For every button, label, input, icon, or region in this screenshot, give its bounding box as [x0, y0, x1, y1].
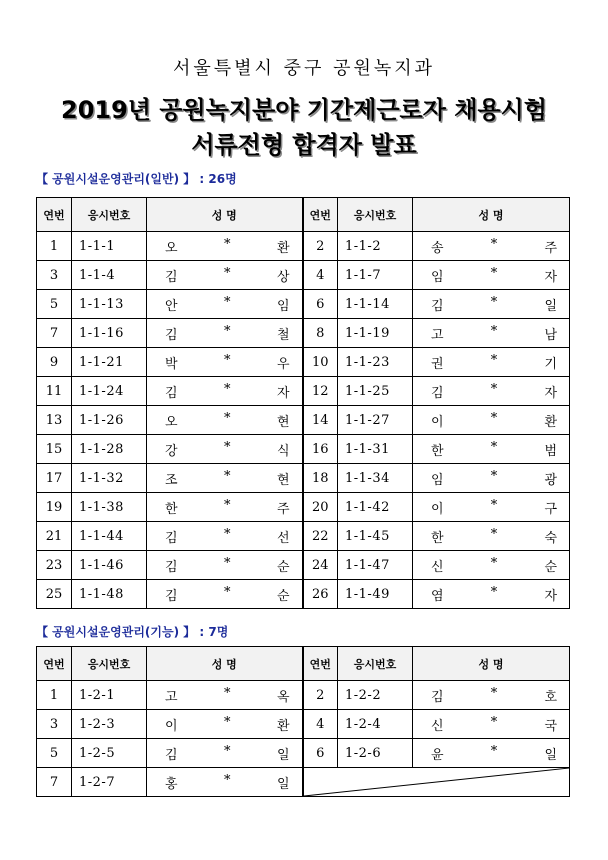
name-given: 선: [276, 530, 290, 546]
name-given: 남: [544, 327, 557, 343]
name-given: 환: [276, 718, 290, 734]
serial-number: 7: [37, 319, 72, 348]
name-given: 우: [276, 356, 290, 372]
applicant-name: [147, 551, 303, 580]
serial-number: 3: [37, 261, 72, 290]
name-given: 자: [544, 588, 557, 604]
exam-number: 1-2-1: [72, 681, 147, 710]
exam-number: 1-1-31: [338, 435, 413, 464]
header-name: 성 명: [147, 198, 303, 232]
empty-cell: [303, 768, 570, 797]
name-surname: 오: [165, 240, 178, 256]
exam-number: 1-1-47: [338, 551, 413, 580]
serial-number: 20: [303, 493, 338, 522]
exam-number: 1-1-13: [72, 290, 147, 319]
name-given: 순: [544, 559, 557, 575]
exam-number: 1-1-24: [72, 377, 147, 406]
name-given: 순: [276, 559, 290, 575]
exam-number: 1-1-1: [72, 232, 147, 261]
exam-number: 1-1-32: [72, 464, 147, 493]
header-name: 성 명: [147, 647, 303, 681]
applicant-name: [413, 522, 570, 551]
name-mask: *: [224, 526, 231, 542]
serial-number: 2: [303, 681, 338, 710]
header-no: 연번: [37, 647, 72, 681]
table-row: [37, 290, 570, 319]
serial-number: 19: [37, 493, 72, 522]
serial-number: 4: [303, 710, 338, 739]
header-exam-no: 응시번호: [338, 647, 413, 681]
serial-number: 26: [303, 580, 338, 609]
header-exam-no: 응시번호: [72, 647, 147, 681]
serial-number: 2: [303, 232, 338, 261]
name-mask: *: [224, 714, 231, 730]
applicant-name: [413, 739, 570, 768]
name-surname: 오: [165, 414, 178, 430]
name-mask: *: [224, 685, 231, 701]
table-row: [37, 522, 570, 551]
applicant-name: [147, 319, 303, 348]
name-mask: *: [224, 743, 231, 759]
name-surname: 한: [431, 530, 444, 546]
exam-number: 1-1-49: [338, 580, 413, 609]
header-no: 연번: [37, 198, 72, 232]
name-surname: 임: [431, 269, 444, 285]
name-surname: 김: [165, 385, 178, 401]
table-row: [37, 580, 570, 609]
applicant-name: [413, 377, 570, 406]
serial-number: 23: [37, 551, 72, 580]
applicant-name: [147, 377, 303, 406]
serial-number: 22: [303, 522, 338, 551]
exam-number: 1-2-7: [72, 768, 147, 797]
name-surname: 염: [431, 588, 444, 604]
name-given: 옥: [276, 689, 290, 705]
applicant-name: [147, 522, 303, 551]
name-surname: 이: [431, 414, 444, 430]
exam-number: 1-1-14: [338, 290, 413, 319]
exam-number: 1-1-4: [72, 261, 147, 290]
name-mask: *: [490, 381, 498, 397]
table-row: [37, 493, 570, 522]
serial-number: 9: [37, 348, 72, 377]
name-surname: 김: [165, 530, 178, 546]
name-given: 환: [276, 240, 290, 256]
applicant-name: [147, 768, 303, 797]
serial-number: 5: [37, 739, 72, 768]
name-given: 광: [544, 472, 557, 488]
exam-number: 1-1-23: [338, 348, 413, 377]
exam-number: 1-1-7: [338, 261, 413, 290]
serial-number: 7: [37, 768, 72, 797]
name-mask: *: [490, 294, 498, 310]
applicant-name: [147, 739, 303, 768]
table-row: [37, 232, 570, 261]
exam-number: 1-1-2: [338, 232, 413, 261]
name-mask: *: [224, 381, 231, 397]
exam-number: 1-1-21: [72, 348, 147, 377]
exam-number: 1-1-38: [72, 493, 147, 522]
applicant-name: [413, 261, 570, 290]
serial-number: 16: [303, 435, 338, 464]
name-mask: *: [490, 526, 498, 542]
applicant-name: [413, 319, 570, 348]
name-mask: *: [224, 352, 231, 368]
results-table-general: [36, 197, 570, 609]
name-surname: 송: [431, 240, 444, 256]
name-mask: *: [490, 743, 498, 759]
serial-number: 11: [37, 377, 72, 406]
exam-number: 1-1-34: [338, 464, 413, 493]
name-surname: 윤: [431, 747, 444, 763]
name-surname: 김: [431, 385, 444, 401]
name-surname: 김: [165, 747, 178, 763]
name-given: 상: [276, 269, 290, 285]
section-label-skilled: 【 공원시설운영관리(기능) 】 : 7명: [36, 625, 229, 639]
name-given: 식: [276, 443, 290, 459]
name-mask: *: [490, 555, 498, 571]
table-row: [37, 435, 570, 464]
applicant-name: [147, 232, 303, 261]
name-given: 주: [276, 501, 290, 517]
serial-number: 14: [303, 406, 338, 435]
name-surname: 한: [165, 501, 178, 517]
name-surname: 한: [431, 443, 444, 459]
name-mask: *: [490, 714, 498, 730]
name-mask: *: [224, 294, 231, 310]
serial-number: 4: [303, 261, 338, 290]
exam-number: 1-1-26: [72, 406, 147, 435]
serial-number: 8: [303, 319, 338, 348]
results-table-skilled: [36, 646, 570, 797]
name-mask: *: [490, 468, 498, 484]
name-given: 환: [544, 414, 557, 430]
table-row: [37, 739, 570, 768]
serial-number: 3: [37, 710, 72, 739]
name-given: 범: [544, 443, 557, 459]
serial-number: 6: [303, 739, 338, 768]
name-given: 기: [544, 356, 557, 372]
serial-number: 5: [37, 290, 72, 319]
name-mask: *: [224, 439, 231, 455]
exam-number: 1-1-27: [338, 406, 413, 435]
table-row: [37, 768, 570, 797]
name-given: 자: [276, 385, 290, 401]
name-mask: *: [490, 410, 498, 426]
serial-number: 12: [303, 377, 338, 406]
applicant-name: [147, 464, 303, 493]
applicant-name: [413, 348, 570, 377]
name-surname: 고: [165, 689, 178, 705]
name-given: 구: [544, 501, 557, 517]
name-surname: 김: [165, 588, 178, 604]
name-given: 호: [544, 689, 557, 705]
exam-number: 1-1-16: [72, 319, 147, 348]
page-title: 2019년 공원녹지분야 기간제근로자 채용시험: [61, 96, 547, 124]
exam-number: 1-1-28: [72, 435, 147, 464]
serial-number: 18: [303, 464, 338, 493]
name-mask: *: [224, 584, 231, 600]
name-mask: *: [490, 439, 498, 455]
serial-number: 13: [37, 406, 72, 435]
header-no: 연번: [303, 198, 338, 232]
applicant-name: [413, 681, 570, 710]
name-mask: *: [224, 323, 231, 339]
name-mask: *: [490, 236, 498, 252]
name-given: 철: [276, 327, 290, 343]
applicant-name: [147, 681, 303, 710]
applicant-name: [147, 580, 303, 609]
exam-number: 1-1-48: [72, 580, 147, 609]
name-surname: 김: [165, 327, 178, 343]
exam-number: 1-1-46: [72, 551, 147, 580]
serial-number: 25: [37, 580, 72, 609]
serial-number: 17: [37, 464, 72, 493]
name-surname: 권: [431, 356, 444, 372]
exam-number: 1-2-6: [338, 739, 413, 768]
name-surname: 신: [431, 718, 444, 734]
name-surname: 이: [431, 501, 444, 517]
applicant-name: [147, 348, 303, 377]
applicant-name: [147, 261, 303, 290]
name-mask: *: [490, 323, 498, 339]
name-given: 주: [544, 240, 557, 256]
name-surname: 고: [431, 327, 444, 343]
name-given: 임: [276, 298, 290, 314]
table-row: [37, 681, 570, 710]
serial-number: 15: [37, 435, 72, 464]
applicant-name: [413, 710, 570, 739]
serial-number: 21: [37, 522, 72, 551]
serial-number: 1: [37, 232, 72, 261]
applicant-name: [413, 493, 570, 522]
page-subtitle: 서류전형 합격자 발표: [191, 131, 417, 159]
exam-number: 1-1-44: [72, 522, 147, 551]
header-no: 연번: [303, 647, 338, 681]
exam-number: 1-1-45: [338, 522, 413, 551]
name-mask: *: [224, 772, 231, 788]
serial-number: 6: [303, 290, 338, 319]
name-given: 현: [276, 414, 290, 430]
serial-number: 1: [37, 681, 72, 710]
name-mask: *: [224, 555, 231, 571]
name-mask: *: [224, 236, 231, 252]
exam-number: 1-1-42: [338, 493, 413, 522]
exam-number: 1-1-19: [338, 319, 413, 348]
name-given: 숙: [544, 530, 557, 546]
table-row: [37, 261, 570, 290]
applicant-name: [147, 435, 303, 464]
applicant-name: [413, 464, 570, 493]
exam-number: 1-2-4: [338, 710, 413, 739]
name-surname: 김: [165, 269, 178, 285]
header-exam-no: 응시번호: [338, 198, 413, 232]
name-surname: 김: [165, 559, 178, 575]
name-surname: 강: [165, 443, 178, 459]
name-mask: *: [490, 685, 498, 701]
serial-number: 24: [303, 551, 338, 580]
name-surname: 조: [165, 472, 178, 488]
name-mask: *: [224, 265, 231, 281]
applicant-name: [413, 551, 570, 580]
name-mask: *: [490, 497, 498, 513]
name-surname: 안: [165, 298, 178, 314]
name-given: 일: [544, 298, 557, 314]
header-name: 성 명: [413, 198, 570, 232]
name-mask: *: [490, 352, 498, 368]
name-surname: 김: [431, 689, 444, 705]
name-given: 국: [544, 718, 557, 734]
table-row: [37, 710, 570, 739]
applicant-name: [413, 580, 570, 609]
serial-number: 10: [303, 348, 338, 377]
exam-number: 1-2-3: [72, 710, 147, 739]
name-surname: 신: [431, 559, 444, 575]
table-row: [37, 464, 570, 493]
table-row: [37, 348, 570, 377]
section-label-general: 【 공원시설운영관리(일반) 】 : 26명: [36, 172, 237, 186]
name-given: 일: [276, 776, 290, 792]
name-given: 자: [544, 385, 557, 401]
table-row: [37, 319, 570, 348]
table-row: [37, 551, 570, 580]
name-mask: *: [224, 468, 231, 484]
name-mask: *: [224, 410, 231, 426]
applicant-name: [413, 232, 570, 261]
applicant-name: [413, 406, 570, 435]
name-given: 일: [544, 747, 557, 763]
table-row: [37, 377, 570, 406]
exam-number: 1-2-5: [72, 739, 147, 768]
name-mask: *: [490, 584, 498, 600]
name-surname: 김: [431, 298, 444, 314]
table-row: [37, 406, 570, 435]
applicant-name: [413, 290, 570, 319]
name-given: 일: [276, 747, 290, 763]
applicant-name: [147, 406, 303, 435]
name-mask: *: [224, 497, 231, 513]
exam-number: 1-2-2: [338, 681, 413, 710]
name-surname: 박: [165, 356, 178, 372]
name-given: 자: [544, 269, 557, 285]
header-name: 성 명: [413, 647, 570, 681]
exam-number: 1-1-25: [338, 377, 413, 406]
name-surname: 이: [165, 718, 178, 734]
department-name: 서울특별시 중구 공원녹지과: [172, 58, 436, 79]
applicant-name: [413, 435, 570, 464]
name-given: 현: [276, 472, 290, 488]
applicant-name: [147, 290, 303, 319]
applicant-name: [147, 710, 303, 739]
applicant-name: [147, 493, 303, 522]
name-given: 순: [276, 588, 290, 604]
name-surname: 홍: [165, 776, 178, 792]
header-exam-no: 응시번호: [72, 198, 147, 232]
name-mask: *: [490, 265, 498, 281]
name-surname: 임: [431, 472, 444, 488]
